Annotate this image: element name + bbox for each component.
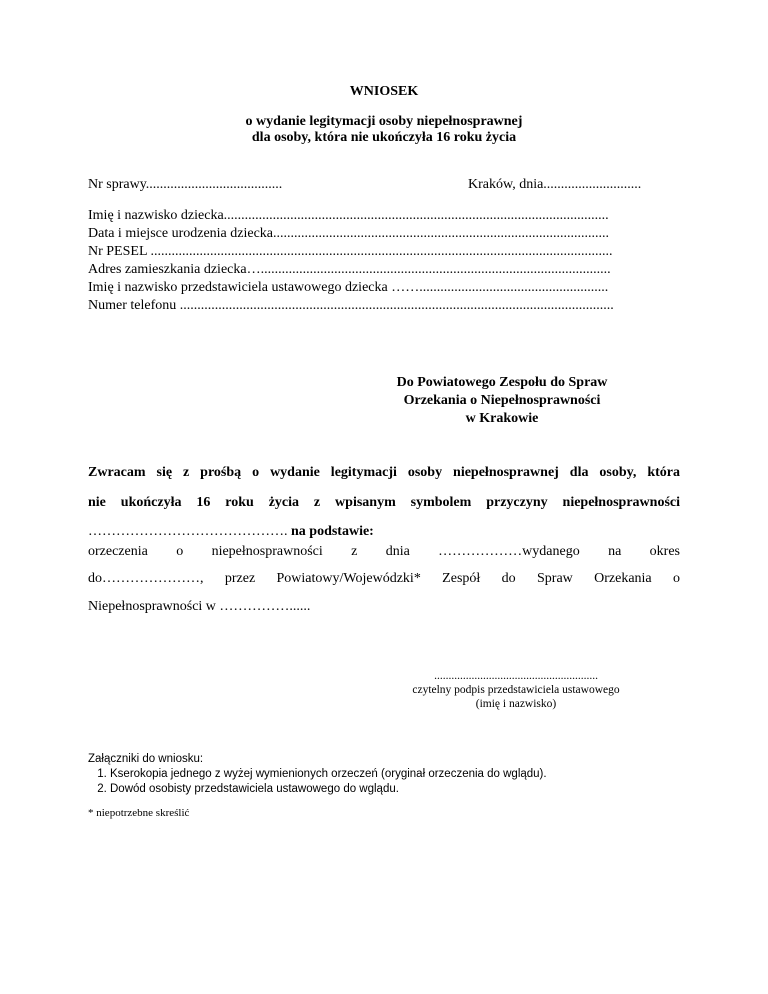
case-number-field: Nr sprawy....................................... <box>88 177 283 192</box>
attachments-list <box>88 767 547 797</box>
signature-caption-1: czytelny podpis przedstawiciela ustawowego <box>412 684 620 696</box>
child-address-field: Adres zamieszkania dziecka….................................................................................................... <box>88 262 611 277</box>
addressee-block <box>372 374 632 428</box>
basis-label: na podstawie: <box>291 524 374 539</box>
attachments-block <box>88 752 547 797</box>
addressee-line-1: Do Powiatowego Zespołu do Spraw <box>396 375 608 390</box>
request-line-4: orzeczenia o niepełnosprawności z dnia ………………wydanego na okres <box>88 544 680 559</box>
pesel-field: Nr PESEL .................................................................................................................................... <box>88 244 613 259</box>
attachments-heading: Załączniki do wniosku: <box>88 753 204 765</box>
request-line-2: nie ukończyła 16 roku życia z wpisanym symbolem przyczyny niepełnosprawności <box>88 495 680 510</box>
request-line-1: Zwracam się z prośbą o wydanie legitymacji osoby niepełnosprawnej dla osoby, która <box>88 465 680 480</box>
footnote: * niepotrzebne skreślić <box>88 807 190 819</box>
child-data-fields <box>88 207 670 315</box>
place-date-field: Kraków, dnia............................ <box>468 177 642 192</box>
request-line-5: do…………………, przez Powiatowy/Wojewódzki* Zespół do Spraw Orzekania o <box>88 571 680 586</box>
signature-caption-2: (imię i nazwisko) <box>475 698 557 710</box>
attachment-item: 1. Kserokopia jednego z wyżej wymienionych orzeczeń (oryginał orzeczenia do wglądu). <box>110 767 547 782</box>
signature-dots: ......................................................... <box>434 670 598 682</box>
child-name-field: Imię i nazwisko dziecka.............................................................................................................. <box>88 208 609 223</box>
document-subtitle-2: dla osoby, która nie ukończyła 16 roku życia <box>251 130 517 145</box>
phone-field: Numer telefonu ............................................................................................................................ <box>88 298 614 313</box>
child-birth-field: Data i miejsce urodzenia dziecka................................................................................................ <box>88 226 610 241</box>
document-title: WNIOSEK <box>349 84 419 99</box>
addressee-line-3: w Krakowie <box>465 411 539 426</box>
document-subtitle-1: o wydanie legitymacji osoby niepełnosprawnej <box>245 114 523 129</box>
attachment-item: 2. Dowód osobisty przedstawiciela ustawowego do wglądu. <box>110 782 547 797</box>
request-line-6: Niepełnosprawności w ……………...... <box>88 599 311 614</box>
symbol-dots: ……………………………………. <box>88 524 291 539</box>
signature-block <box>388 669 644 711</box>
request-line-3 <box>88 524 680 540</box>
guardian-name-field: Imię i nazwisko przedstawiciela ustawowego dziecka ……...................................................... <box>88 280 609 295</box>
addressee-line-2: Orzekania o Niepełnosprawności <box>403 393 601 408</box>
